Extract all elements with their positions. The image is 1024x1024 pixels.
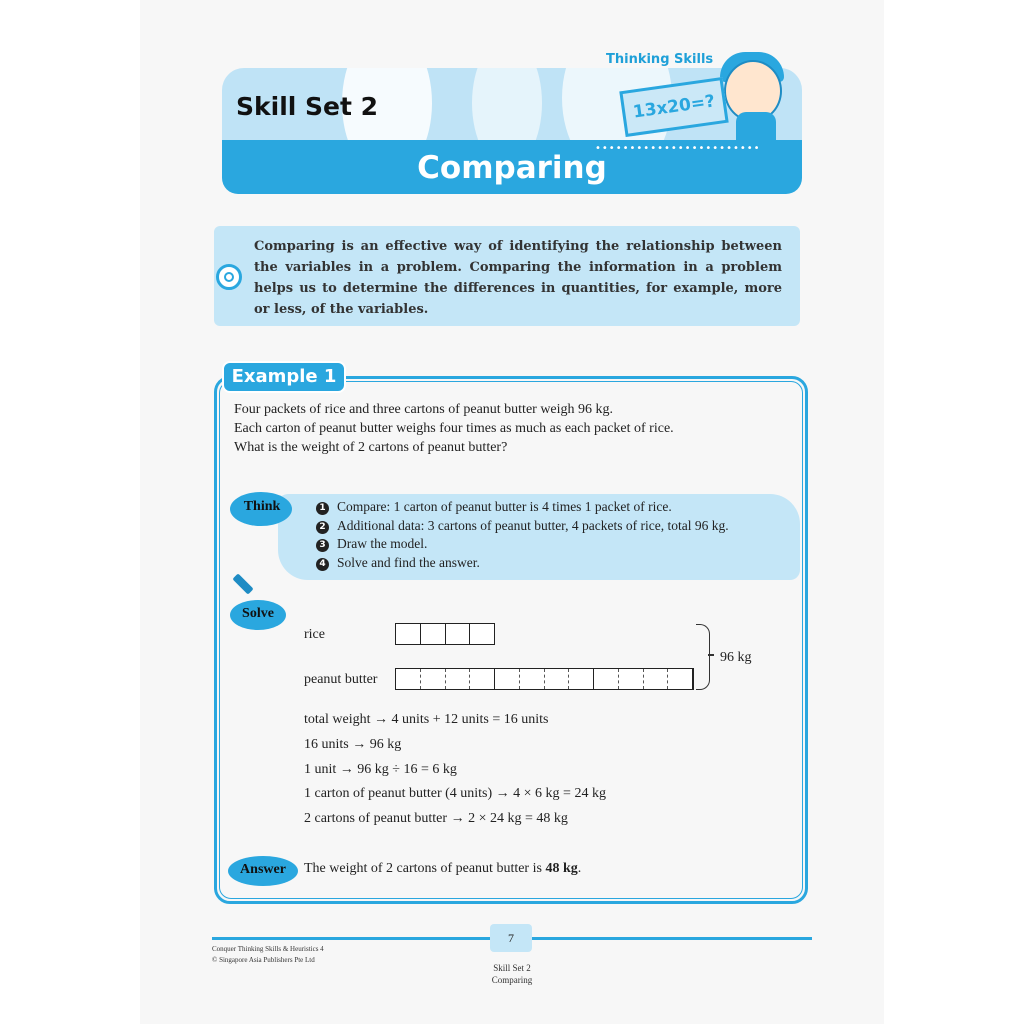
example-tab: Example 1	[222, 361, 346, 393]
answer-suffix: .	[577, 861, 582, 876]
page-number: 7	[490, 924, 532, 952]
step-text: Solve and find the answer.	[337, 554, 480, 570]
step-text: Draw the model.	[337, 536, 428, 551]
mascot-body	[736, 112, 776, 140]
intro-text: Comparing is an effective way of identifying the relationship between the variables in a problem. Comparing the information in a problem helps us to determine the differences in quantities, for example, more or less, of the variables.	[254, 239, 782, 317]
question-line: Four packets of rice and three cartons of peanut butter weigh 96 kg.	[234, 402, 614, 417]
footer-section	[462, 962, 562, 986]
page-title: Comparing	[417, 150, 607, 186]
peanut-butter-unit	[495, 669, 520, 689]
peanut-butter-unit	[545, 669, 570, 689]
skill-set-label: Skill Set 2	[236, 92, 379, 121]
think-label: Think	[243, 499, 281, 514]
working-line: 2 cartons of peanut butter → 2 × 24 kg = 48 kg	[304, 811, 568, 827]
peanut-butter-unit	[569, 669, 594, 689]
peanut-butter-unit	[470, 669, 495, 689]
working-line: 1 unit → 96 kg ÷ 16 = 6 kg	[304, 761, 457, 777]
answer-text	[304, 861, 581, 877]
question-line: Each carton of peanut butter weighs four times as much as each packet of rice.	[234, 421, 674, 436]
peanut-butter-unit	[644, 669, 669, 689]
think-steps	[316, 498, 786, 572]
answer-value: 48 kg	[545, 861, 578, 876]
footer-book-title: Conquer Thinking Skills & Heuristics 4	[212, 945, 324, 953]
think-step	[316, 517, 786, 536]
rice-unit	[470, 624, 494, 644]
working-line: 1 carton of peanut butter (4 units) → 4 × 6 kg = 24 kg	[304, 786, 606, 802]
question-line: What is the weight of 2 cartons of peanut butter?	[234, 440, 508, 455]
total-brace-tip	[708, 654, 714, 656]
answer-prefix: The weight of 2 cartons of peanut butter is	[304, 861, 546, 876]
footer-skill-set: Skill Set 2	[493, 963, 531, 973]
peanut-butter-model-bar	[395, 668, 694, 690]
answer-label: Answer	[240, 862, 286, 877]
step-number-icon: 4	[316, 558, 329, 571]
peanut-butter-unit	[421, 669, 446, 689]
rice-model-bar	[395, 623, 495, 645]
decorative-swirl	[472, 68, 542, 140]
intro-bullet-inner	[224, 272, 234, 282]
footer-topic: Comparing	[491, 975, 533, 985]
question-text	[234, 400, 794, 457]
rice-unit	[396, 624, 421, 644]
total-weight-label: 96 kg	[720, 650, 752, 665]
step-number-icon: 2	[316, 521, 329, 534]
footer-copyright: © Singapore Asia Publishers Pte Ltd	[212, 956, 315, 964]
think-step	[316, 498, 786, 517]
mascot-board: 13x20=?	[619, 77, 728, 137]
working-line: 16 units → 96 kg	[304, 736, 402, 752]
think-step	[316, 554, 786, 573]
step-number-icon: 3	[316, 539, 329, 552]
solve-label: Solve	[242, 606, 274, 621]
think-step	[316, 535, 786, 554]
step-text: Additional data: 3 cartons of peanut butter, 4 packets of rice, total 96 kg.	[337, 517, 729, 533]
peanut-butter-label: peanut butter	[304, 672, 378, 687]
decorative-dots: ••••••••••••••••••••••••	[595, 143, 761, 154]
peanut-butter-unit	[396, 669, 421, 689]
rice-label: rice	[304, 627, 325, 642]
peanut-butter-unit	[668, 669, 693, 689]
peanut-butter-unit	[520, 669, 545, 689]
peanut-butter-unit	[594, 669, 619, 689]
working-steps	[304, 708, 606, 832]
rice-unit	[421, 624, 446, 644]
thinking-skills-label: Thinking Skills	[606, 52, 714, 67]
peanut-butter-unit	[619, 669, 644, 689]
total-brace	[696, 624, 710, 690]
working-line: total weight → 4 units + 12 units = 16 units	[304, 712, 549, 727]
step-number-icon: 1	[316, 502, 329, 515]
rice-unit	[446, 624, 471, 644]
peanut-butter-unit	[446, 669, 471, 689]
step-text: Compare: 1 carton of peanut butter is 4 times 1 packet of rice.	[337, 499, 672, 514]
footer-credits	[212, 944, 324, 966]
